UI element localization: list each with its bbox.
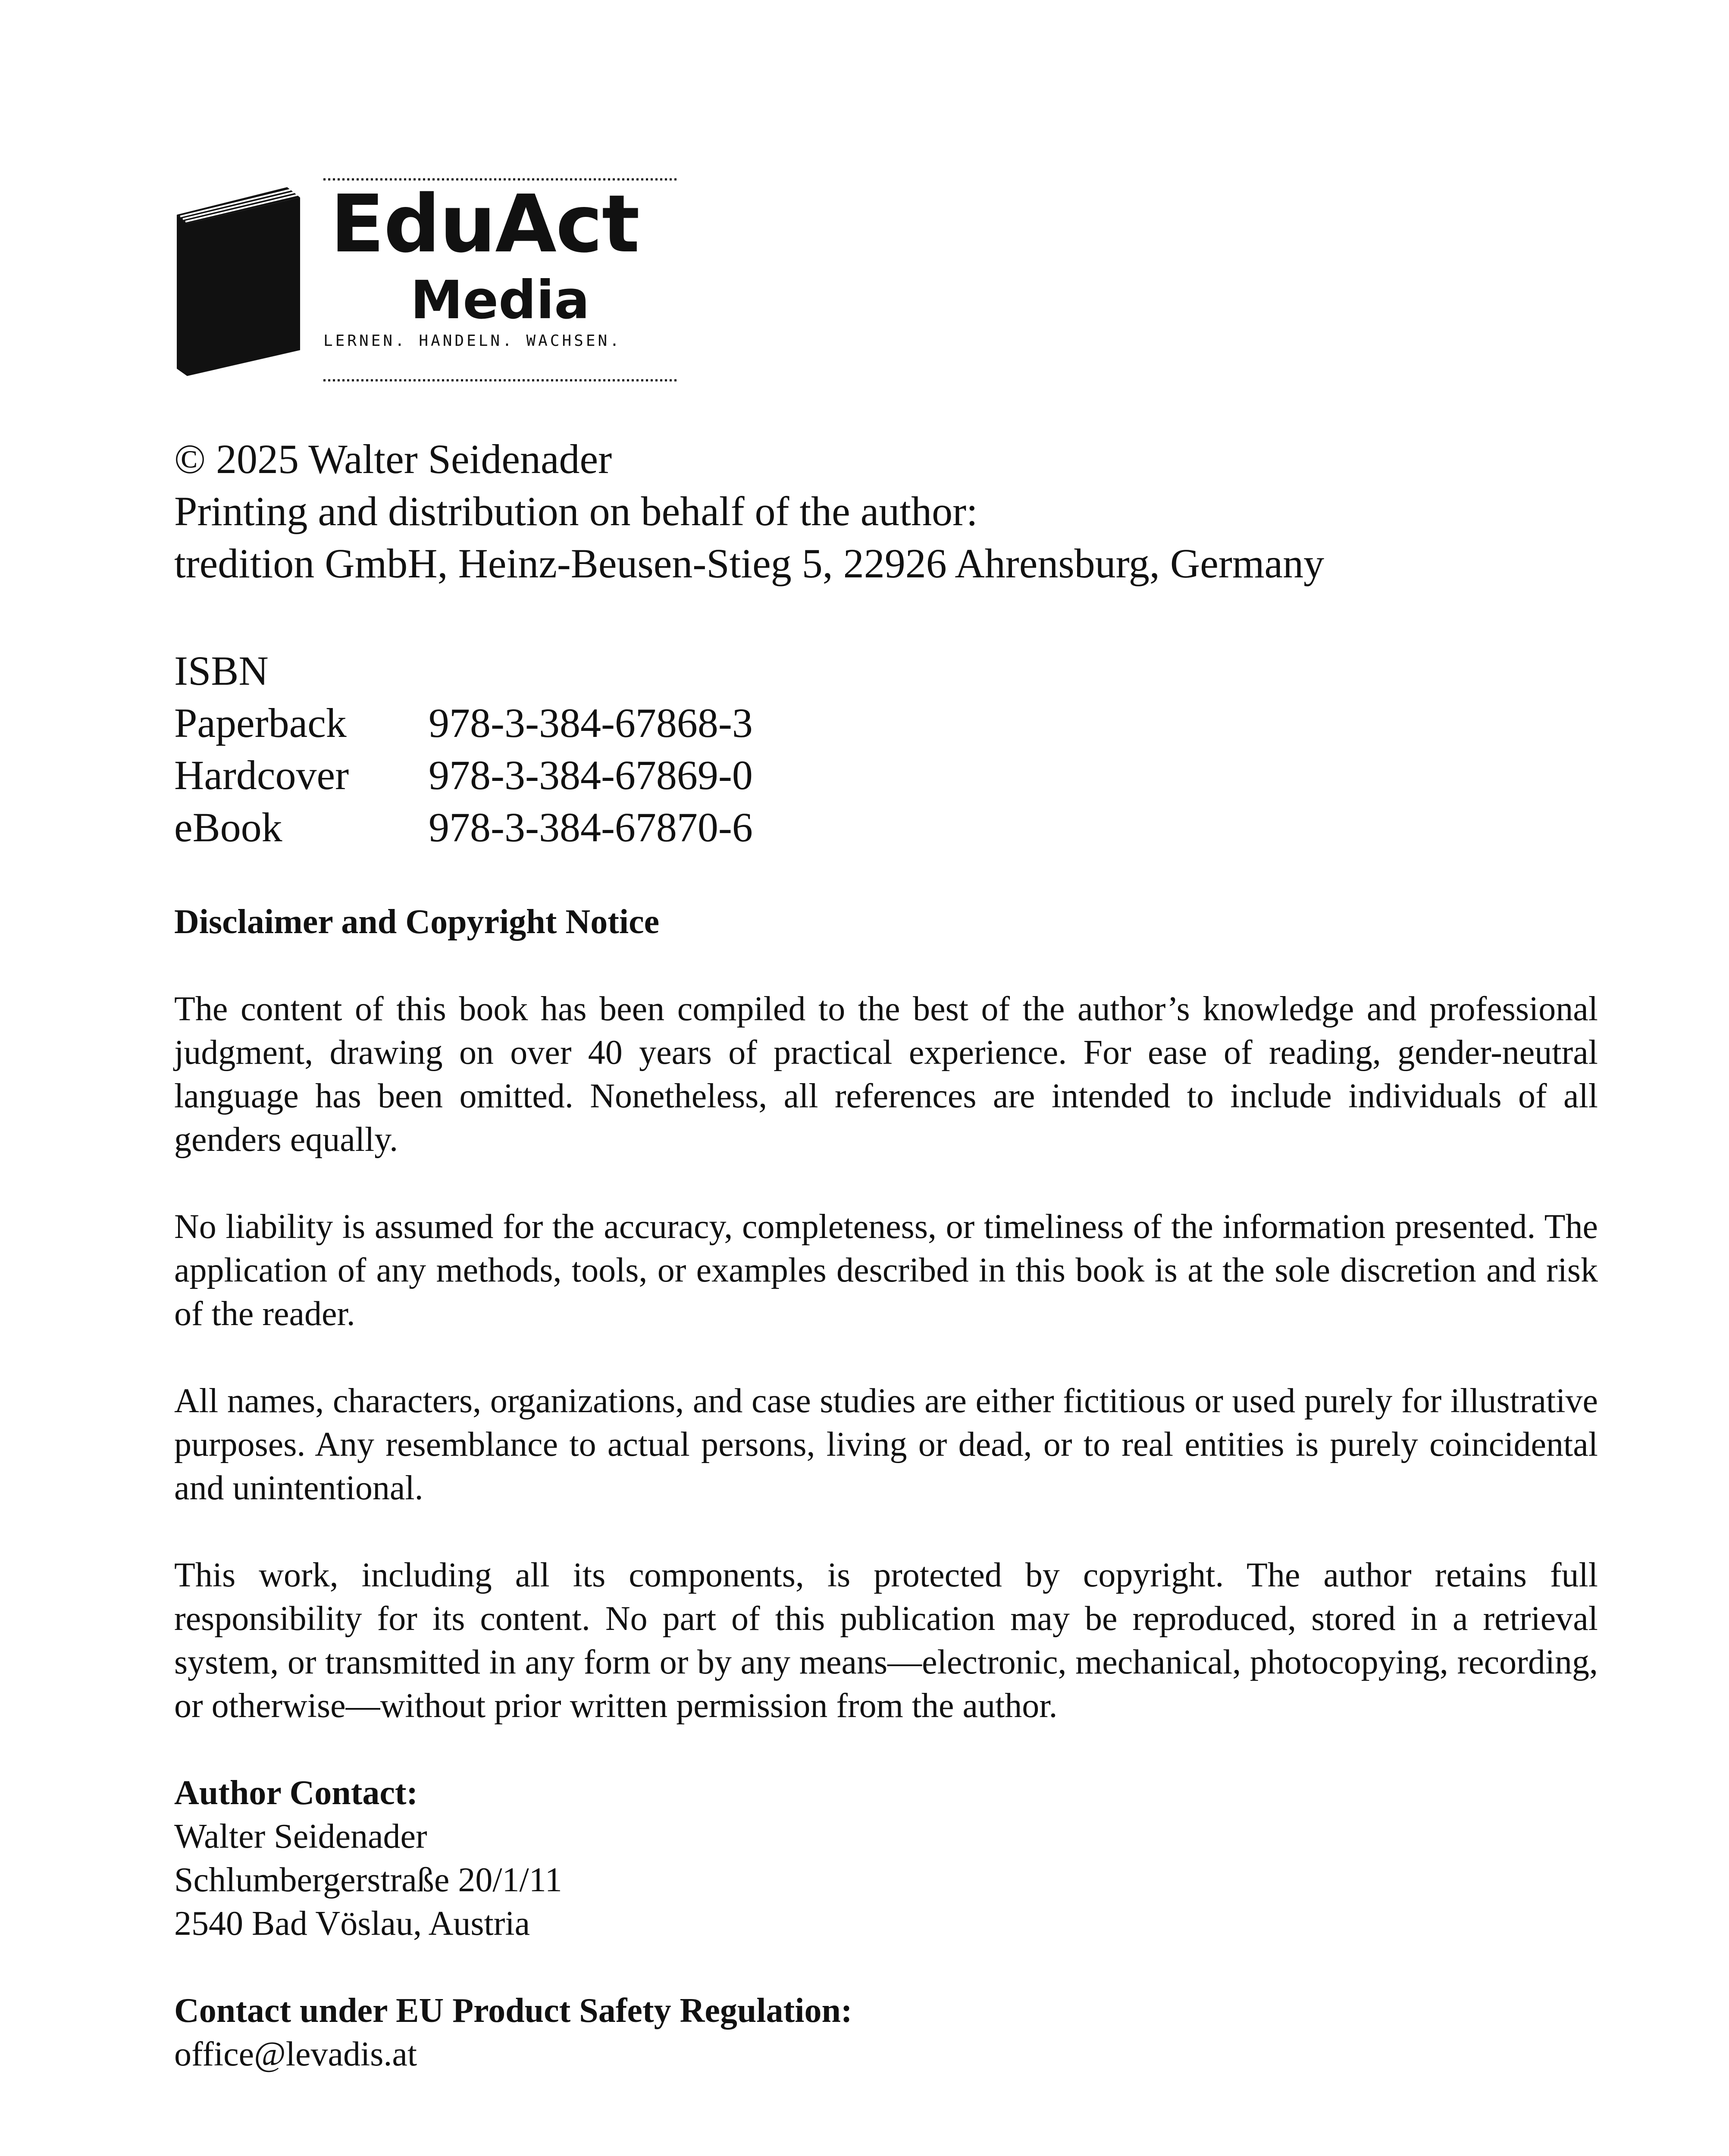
disclaimer-paragraph: The content of this book has been compiled to the best of the author’s knowledge and professional judgment, drawing on over 40 years of practical experience. For ease of reading, gender-neutral language has been omitted. Nonetheless, all references are intended to include individuals of all genders equally.	[174, 990, 1598, 1159]
isbn-type: Hardcover	[174, 752, 349, 798]
author-name: Walter Seidenader	[174, 1818, 427, 1855]
disclaimer-paragraph: This work, including all its components, is protected by copyright. The author retains full responsibility for its content. No part of this publication may be reproduced, stored in a retrieval system, or transmitted in any form or by any means—electronic, mechanical, photocopying, recording, or otherwise—without prior written permission from the author.	[174, 1556, 1598, 1725]
isbn-label: ISBN	[174, 648, 269, 694]
copyright-line: © 2025 Walter Seidenader	[174, 436, 612, 482]
author-contact-heading: Author Contact:	[174, 1774, 418, 1812]
isbn-row	[174, 697, 753, 749]
author-street: Schlumbergerstraße 20/1/11	[174, 1861, 562, 1899]
isbn-number: 978-3-384-67870-6	[429, 804, 753, 850]
publisher-address: tredition GmbH, Heinz-Beusen-Stieg 5, 22926 Ahrensburg, Germany	[174, 540, 1325, 586]
logo-subtitle: Media	[410, 270, 590, 331]
isbn-number: 978-3-384-67868-3	[429, 700, 753, 746]
eu-contact-email: office@levadis.at	[174, 2035, 417, 2073]
isbn-row	[174, 749, 753, 801]
disclaimer-paragraph: All names, characters, organizations, and case studies are either fictitious or used purely for illustrative purposes. Any resemblance to actual persons, living or dead, or to real entities is purely coincidental and unintentional.	[174, 1382, 1598, 1507]
publisher-info	[174, 433, 1324, 589]
logo-title: EduAct	[330, 178, 639, 270]
author-city: 2540 Bad Vöslau, Austria	[174, 1905, 530, 1943]
isbn-row	[174, 801, 753, 853]
isbn-number: 978-3-384-67869-0	[429, 752, 753, 798]
isbn-type: eBook	[174, 804, 282, 850]
eu-contact-heading: Contact under EU Product Safety Regulation:	[174, 1992, 852, 2030]
disclaimer-section	[174, 900, 1598, 2076]
disclaimer-heading: Disclaimer and Copyright Notice	[174, 903, 660, 941]
isbn-block	[174, 645, 753, 853]
isbn-type: Paperback	[174, 700, 347, 746]
disclaimer-paragraph: No liability is assumed for the accuracy, completeness, or timeliness of the information presented. The application of any methods, tools, or examples described in this book is at the sole discretion and risk of the reader.	[174, 1208, 1598, 1333]
logo-tagline: LERNEN. HANDELN. WACHSEN.	[323, 332, 622, 350]
printing-line: Printing and distribution on behalf of the author:	[174, 488, 978, 534]
publisher-logo	[174, 172, 683, 388]
